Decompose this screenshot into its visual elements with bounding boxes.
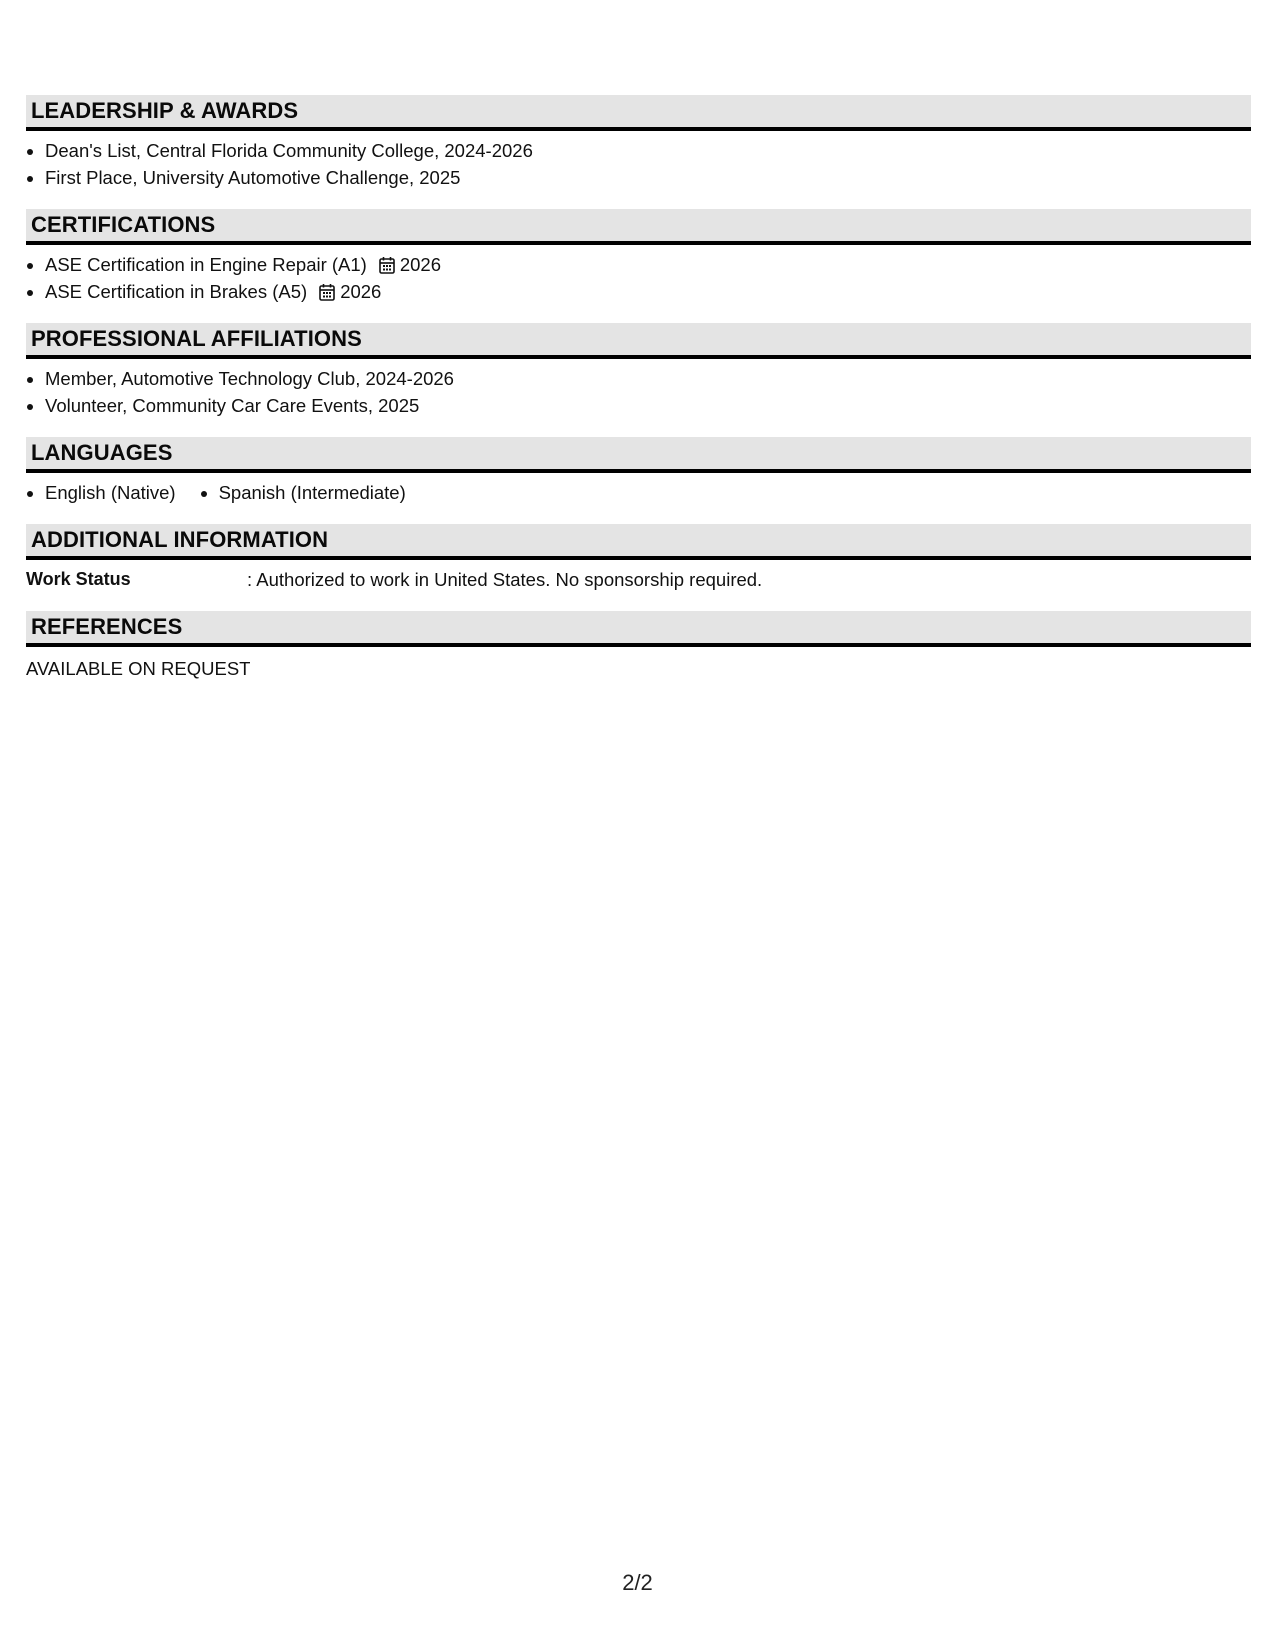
- list-item: First Place, University Automotive Challenge, 2025: [26, 164, 1251, 191]
- certifications-list: [26, 251, 1251, 305]
- additional-information-section: [26, 524, 1251, 593]
- list-item: Dean's List, Central Florida Community College, 2024-2026: [26, 137, 1251, 164]
- list-item: Member, Automotive Technology Club, 2024-2026: [26, 365, 1251, 392]
- list-item: [26, 278, 1251, 305]
- resume-page: [26, 95, 1251, 700]
- professional-affiliations-section: [26, 323, 1251, 419]
- certification-year: 2026: [340, 281, 382, 302]
- section-heading-additional-information: ADDITIONAL INFORMATION: [26, 524, 1251, 560]
- page-number: 2/2: [622, 1570, 653, 1595]
- references-section: [26, 611, 1251, 682]
- section-heading-languages: LANGUAGES: [26, 437, 1251, 473]
- languages-list: [26, 479, 1251, 506]
- leadership-awards-list: [26, 137, 1251, 191]
- certifications-section: [26, 209, 1251, 305]
- section-heading-certifications: CERTIFICATIONS: [26, 209, 1251, 245]
- languages-section: [26, 437, 1251, 506]
- work-status-row: [26, 566, 1251, 593]
- certification-name: ASE Certification in Engine Repair (A1): [45, 254, 367, 275]
- references-text: AVAILABLE ON REQUEST: [26, 658, 251, 679]
- work-status-value: : Authorized to work in United States. No sponsorship required.: [247, 569, 763, 590]
- certification-year: 2026: [399, 254, 442, 275]
- section-heading-references: REFERENCES: [26, 611, 1251, 647]
- section-heading-professional-affiliations: PROFESSIONAL AFFILIATIONS: [26, 323, 1251, 359]
- calendar-icon: [379, 256, 395, 274]
- section-heading-leadership-awards: LEADERSHIP & AWARDS: [26, 95, 1251, 131]
- work-status-label: Work Status: [26, 569, 131, 589]
- list-item: Volunteer, Community Car Care Events, 2025: [26, 392, 1251, 419]
- language-item: Spanish (Intermediate): [200, 479, 406, 506]
- affiliations-list: [26, 365, 1251, 419]
- language-item: English (Native): [26, 479, 176, 506]
- certification-name: ASE Certification in Brakes (A5): [45, 281, 308, 302]
- list-item: [26, 251, 1251, 278]
- calendar-icon: [319, 283, 335, 301]
- leadership-awards-section: [26, 95, 1251, 191]
